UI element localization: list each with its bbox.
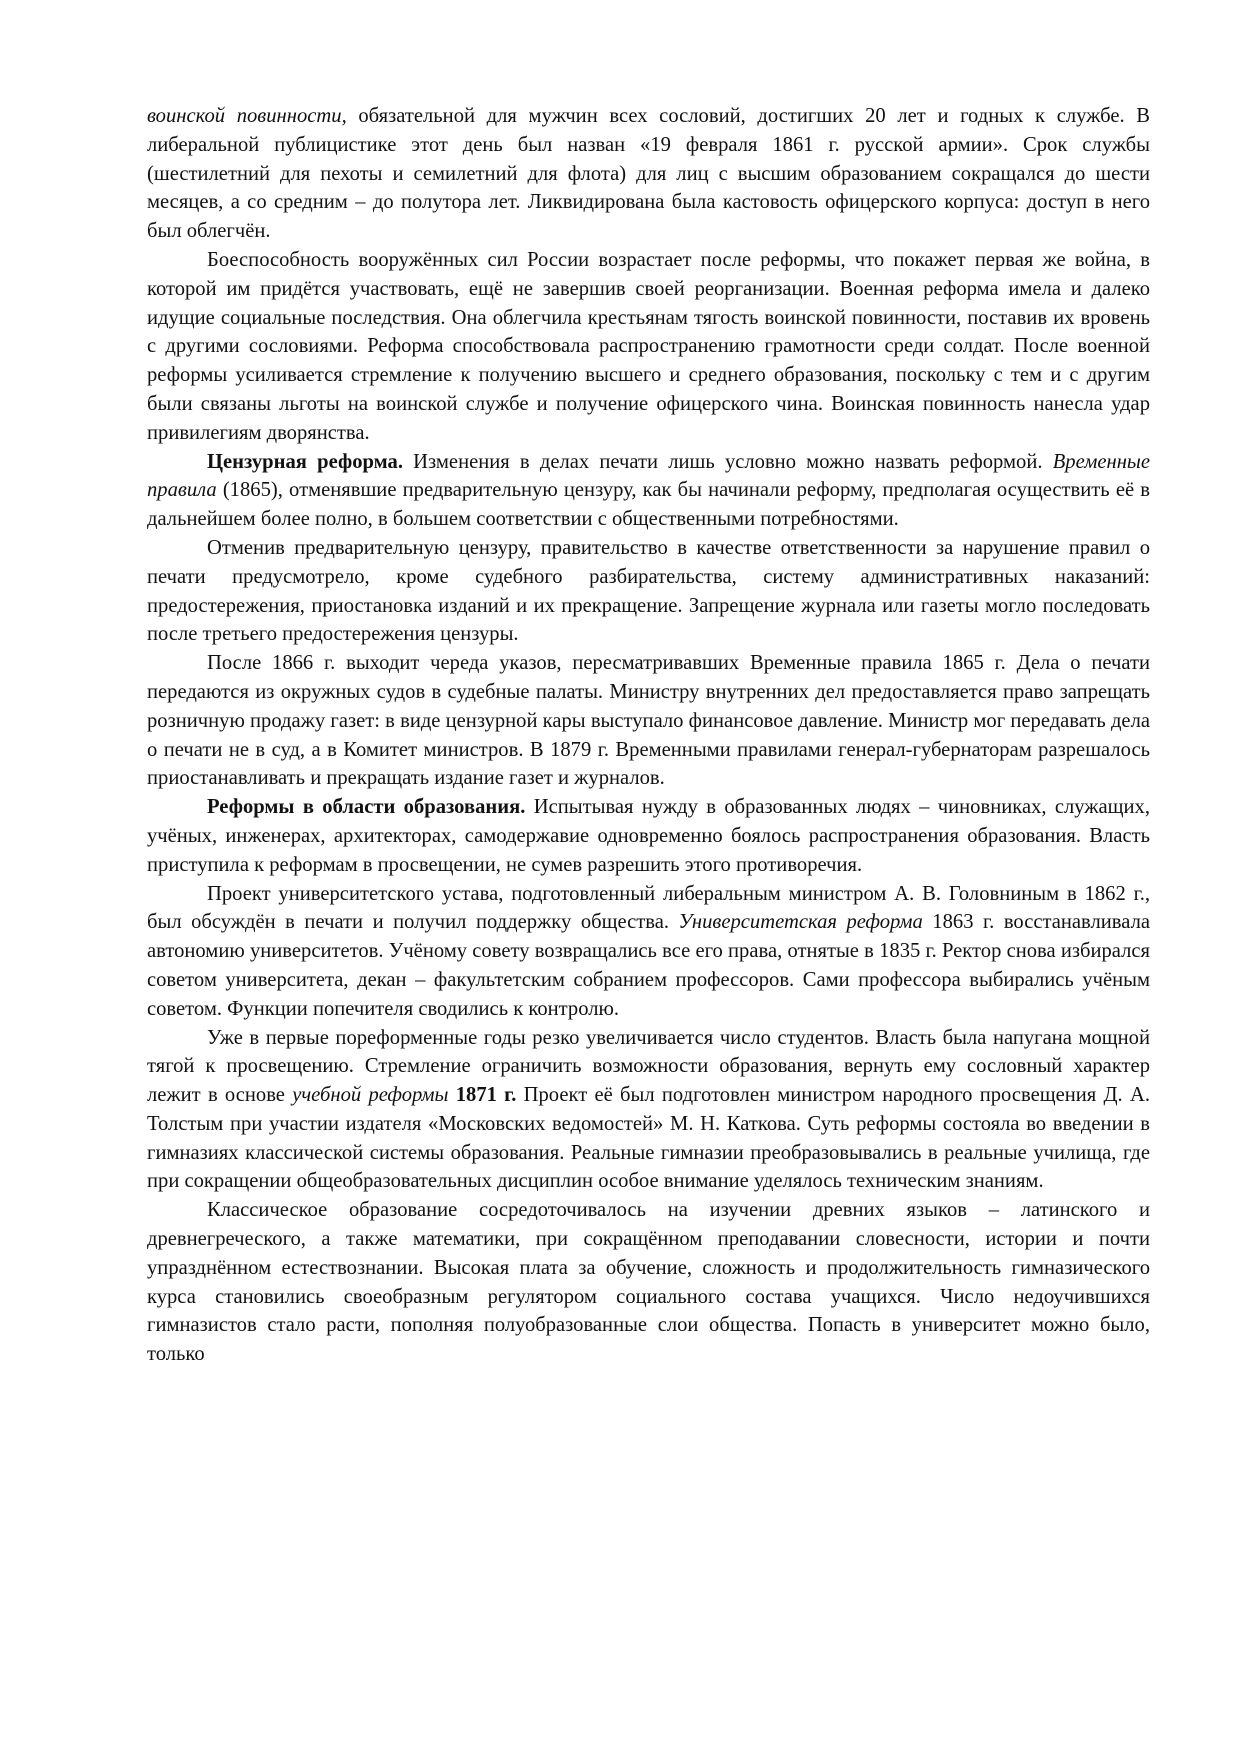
text-run: обязательной для мужчин всех сословий, достигших 20 лет и годных к службе. В либеральной публицистике этот день был назван «19 февраля 1861 г. русской армии». Срок службы (шестилетний для пехоты и семилетний для флота) для лиц с высшим образованием сокращался до шести месяцев, а со средним – до полутора лет. Ликвидирована была кастовость офицерского корпуса: доступ в него был облегчён.	[147, 105, 1150, 243]
text-run: 1863 г. восстанавливала автономию университетов. Учёному совету возвращались все его права, отнятые в 1835 г. Ректор снова избирался советом университета, декан – факультетским собранием профессоров. Сами профессора выбирались учёным советом. Функции попечителя сводились к контролю.	[147, 911, 1150, 1020]
italic-text: учебной реформы	[292, 1084, 449, 1107]
text-run: После 1866 г. выходит череда указов, пересматривавших Временные правила 1865 г. Дела о печати передаются из окружных судов в судебные палаты. Министру внутренних дел предоставляется право запрещать розничную продажу газет: в виде цензурной кары выступало финансовое давление. Министр мог передавать дела о печати не в суд, а в Комитет министров. В 1879 г. Временными правилами генерал-губернаторам разрешалось приостанавливать и прекращать издание газет и журналов.	[147, 652, 1150, 790]
paragraph	[147, 1196, 1150, 1369]
text-run: Изменения в делах печати лишь условно можно назвать реформой.	[402, 450, 1053, 473]
text-run: Проект её был подготовлен министром народного просвещения Д. А. Толстым при участии издателя «Московских ведомостей» М. Н. Каткова. Суть реформы состояла во введении в гимназиях классической системы образования. Реальные гимназии преобразовывались в реальные училища, где при сокращении общеобразовательных дисциплин особое внимание уделялось техническим знаниям.	[147, 1084, 1150, 1193]
text-run: Классическое образование сосредоточивалось на изучении древних языков – латинского и древнегреческого, а также математики, при сокращённом преподавании словесности, истории и почти упразднённом естествознании. Высокая плата за обучение, сложность и продолжительность гимназического курса становились своеобразным регулятором социального состава учащихся. Число недоучившихся гимназистов стало расти, пополняя полуобразованные слои общества. Попасть в университет можно было, только	[147, 1199, 1150, 1366]
italic-text: Временные правила	[147, 450, 1150, 502]
text-run: Испытывая нужду в образованных людях – чиновниках, служащих, учёных, инженерах, архитекторах, самодержавие одновременно боялось распространения образования. Власть приступила к реформам в просвещении, не сумев разрешить этого противоречия.	[147, 796, 1151, 876]
paragraph	[147, 102, 1150, 246]
italic-text: воинской повинности,	[147, 105, 347, 127]
text-run: Боеспособность вооружённых сил России возрастает после реформы, что покажет первая же война, в которой им придётся участвовать, ещё не завершив своей реорганизации. Военная реформа имела и далеко идущие социальные последствия. Она облегчила крестьянам тягость воинской повинности, поставив их вровень с другими сословиями. Реформа способствовала распространению грамотности среди солдат. После военной реформы усиливается стремление к получению высшего и среднего образования, поскольку с тем и с другим были связаны льготы на воинской службе и получение офицерского чина. Воинская повинность нанесла удар привилегиям дворянства.	[147, 248, 1150, 444]
text-run: Отменив предварительную цензуру, правительство в качестве ответственности за нарушение правил о печати предусмотрело, кроме судебного разбирательства, систему административных наказаний: предостережения, приостановка изданий и их прекращение. Запрещение журнала или газеты могло последовать после третьего предостережения цензуры.	[147, 536, 1150, 646]
paragraph	[147, 534, 1150, 649]
italic-text: Университетская реформа	[678, 911, 923, 934]
document-body	[147, 102, 1150, 1369]
paragraph	[147, 793, 1150, 879]
paragraph	[147, 1024, 1150, 1197]
text-run: Уже в первые пореформенные годы резко увеличивается число студентов. Власть была напугана мощной тягой к просвещению. Стремление ограничить возможности образования, вернуть ему сословный характер лежит в основе	[147, 1026, 1150, 1107]
paragraph	[147, 448, 1150, 534]
text-run: (1865), отменявшие предварительную цензуру, как бы начинали реформу, предполагая осуществить её в дальнейшем более полно, в большем соответствии с общественными потребностями.	[147, 479, 1150, 531]
bold-text: Цензурная реформа.	[207, 450, 403, 473]
bold-text: 1871 г.	[455, 1084, 517, 1107]
text-run: Проект университетского устава, подготовленный либеральным министром А. В. Головниным в 1862 г., был обсуждён в печати и получил поддержку общества.	[147, 882, 1150, 934]
bold-text: Реформы в области образования.	[207, 796, 526, 819]
paragraph	[147, 880, 1150, 1024]
text-run	[448, 1084, 455, 1106]
paragraph	[147, 649, 1150, 793]
paragraph	[147, 246, 1150, 448]
